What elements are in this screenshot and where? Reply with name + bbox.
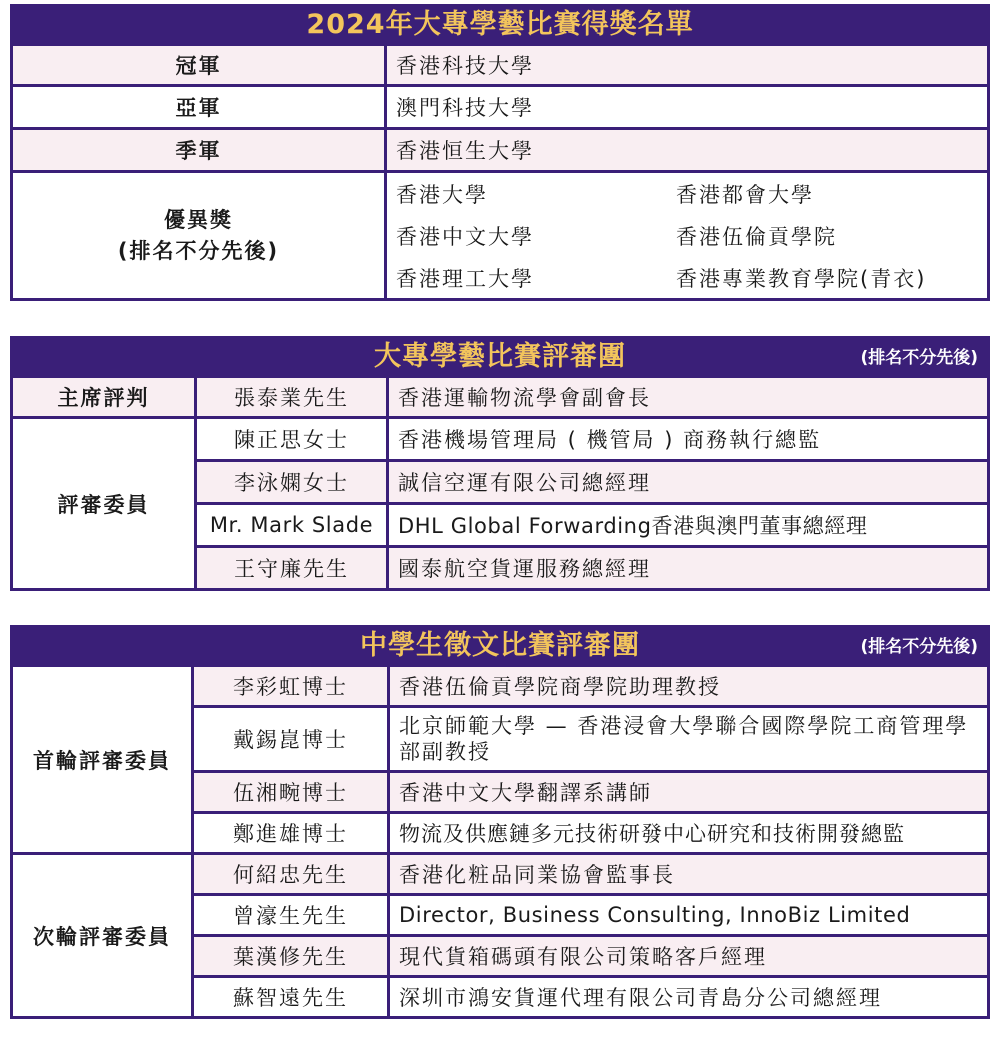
merit-ranking-note: (排名不分先後) [117,238,280,263]
award-rank-merit [13,173,384,298]
judge-name: 戴錫崑博士 [194,708,387,770]
essay-panel-table [10,625,990,1019]
judge-position: Director, Business Consulting, InnoBiz Limited [390,896,987,934]
judge-name: 李泳嫻女士 [197,462,386,502]
judge-name: 蘇智遠先生 [194,978,387,1016]
merit-winner: 香港大學 [396,182,488,207]
judge-name: 伍湘畹博士 [194,773,387,811]
judge-position: 誠信空運有限公司總經理 [389,462,987,502]
award-rank-first-runner-up: 亞軍 [13,87,384,127]
judge-name: 葉漢修先生 [194,937,387,975]
judge-position: 現代貨箱碼頭有限公司策略客戶經理 [390,937,987,975]
judge-position: 香港中文大學翻譯系講師 [390,773,987,811]
judges-panel-title: 大專學藝比賽評審團 [374,341,626,372]
second-round-role: 次輪評審委員 [13,855,191,1016]
essay-panel-title: 中學生徵文比賽評審團 [360,630,640,661]
merit-winners [387,173,987,298]
judge-name: 鄭進雄博士 [194,814,387,852]
judge-position: 物流及供應鏈多元技術研發中心研究和技術開發總監 [390,814,987,852]
judge-name: 王守廉先生 [197,548,386,588]
judge-name: 何紹忠先生 [194,855,387,893]
judges-panel-ranking-note: (排名不分先後) [860,348,978,368]
judge-position: 香港伍倫貢學院商學院助理教授 [390,667,987,705]
awards-table [10,4,990,301]
judge-name: 曾濠生先生 [194,896,387,934]
judge-position: 香港運輸物流學會副會長 [389,378,987,416]
award-winner-first-runner-up: 澳門科技大學 [387,87,987,127]
judge-name: 李彩虹博士 [194,667,387,705]
judging-members-role: 評審委員 [13,419,194,588]
award-winner-second-runner-up: 香港恒生大學 [387,130,987,170]
award-rank-champion: 冠軍 [13,46,384,84]
judges-panel-header [10,336,990,378]
award-winner-champion: 香港科技大學 [387,46,987,84]
judge-name: 陳正思女士 [197,419,386,459]
merit-winner: 香港中文大學 [396,224,534,249]
merit-winner: 香港理工大學 [396,266,534,291]
award-rank-second-runner-up: 季軍 [13,130,384,170]
awards-header [10,4,990,46]
judge-name: Mr. Mark Slade [197,505,386,545]
merit-label: 優異獎 [163,208,233,233]
essay-panel-ranking-note: (排名不分先後) [860,637,978,657]
judge-position: DHL Global Forwarding香港與澳門董事總經理 [389,505,987,545]
merit-winner: 香港都會大學 [676,182,814,207]
judge-position: 深圳市鴻安貨運代理有限公司青島分公司總經理 [390,978,987,1016]
judge-position: 北京師範大學 — 香港浸會大學聯合國際學院工商管理學部副教授 [390,708,987,770]
judge-position: 香港機場管理局 ( 機管局 ) 商務執行總監 [389,419,987,459]
judge-position: 國泰航空貨運服務總經理 [389,548,987,588]
chair-judge-role: 主席評判 [13,378,194,416]
awards-title: 2024年大專學藝比賽得獎名單 [306,9,694,40]
judge-position: 香港化粧品同業協會監事長 [390,855,987,893]
essay-panel-header [10,625,990,667]
merit-winner: 香港伍倫貢學院 [676,224,837,249]
judges-panel-table [10,336,990,591]
judge-name: 張泰業先生 [197,378,386,416]
first-round-role: 首輪評審委員 [13,667,191,852]
merit-winner: 香港專業教育學院(青衣) [676,266,927,291]
